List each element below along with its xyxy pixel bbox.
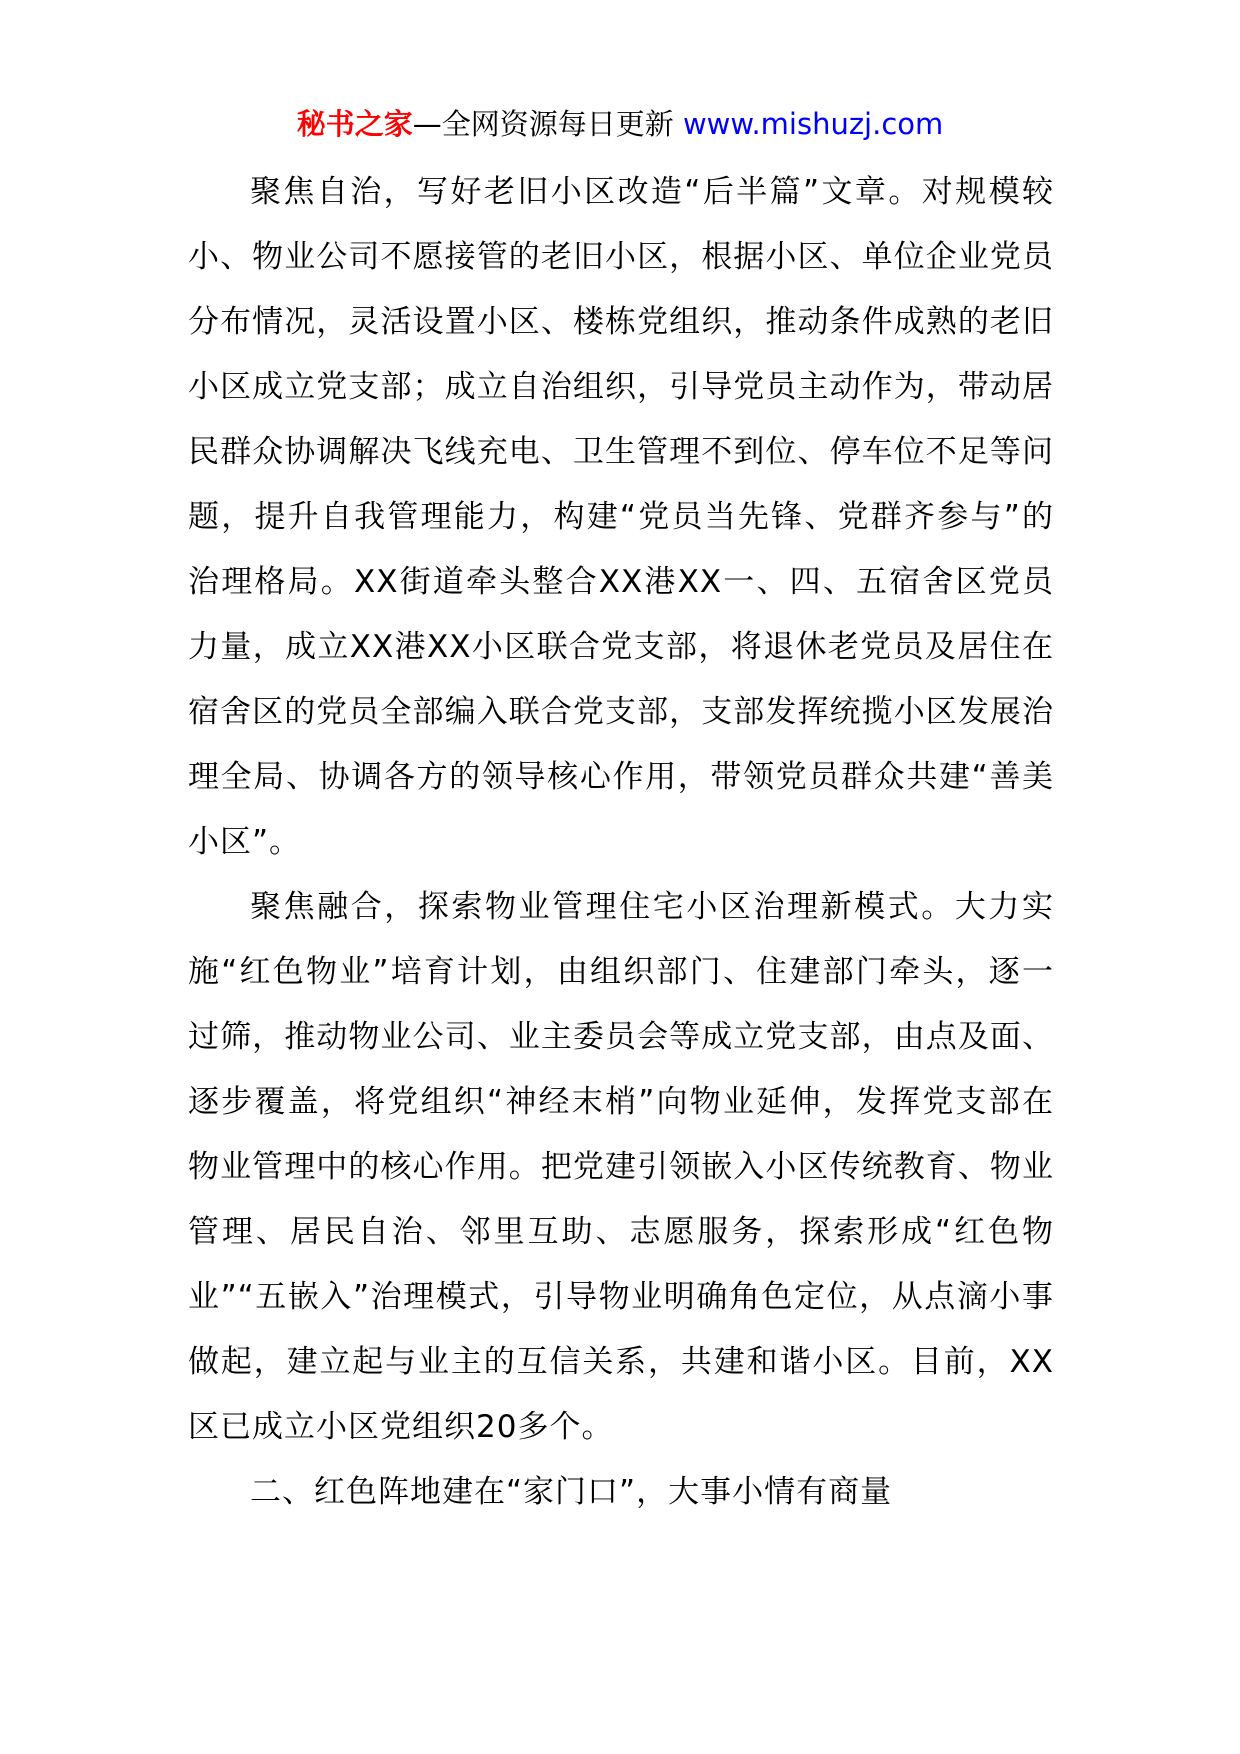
paragraph-autonomy: 聚焦自治，写好老旧小区改造“后半篇”文章。对规模较小、物业公司不愿接管的老旧小区，根据小区、单位企业党员分布情况，灵活设置小区、楼栋党组织，推动条件成熟的老旧小区成立党支部；成立自治组织，引导党员主动作为，带动居民群众协调解决飞线充电、卫生管理不到位、停车位不足等问题，提升自我管理能力，构建“党员当先锋、党群齐参与”的治理格局。XX街道牵头整合XX港XX一、四、五宿舍区党员力量，成立XX港XX小区联合党支部，将退休老党员及居住在宿舍区的党员全部编入联合党支部，支部发挥统揽小区发展治理全局、协调各方的领导核心作用，带领党员群众共建“善美小区”。 <box>188 174 1054 860</box>
page-header <box>0 102 1240 146</box>
site-url-link[interactable]: www.mishuzj.com <box>682 107 944 141</box>
document-body <box>188 160 1054 1525</box>
site-tagline: —全网资源每日更新 <box>412 107 674 141</box>
section-heading: 二、红色阵地建在“家门口”，大事小情有商量 <box>250 1474 893 1510</box>
paragraph-integration: 聚焦融合，探索物业管理住宅小区治理新模式。大力实施“红色物业”培育计划，由组织部门、住建部门牵头，逐一过筛，推动物业公司、业主委员会等成立党支部，由点及面、逐步覆盖，将党组织“神经末梢”向物业延伸，发挥党支部在物业管理中的核心作用。把党建引领嵌入小区传统教育、物业管理、居民自治、邻里互助、志愿服务，探索形成“红色物业”“五嵌入”治理模式，引导物业明确角色定位，从点滴小事做起，建立起与业主的互信关系，共建和谐小区。目前，XX区已成立小区党组织20多个。 <box>188 889 1054 1445</box>
site-brand: 秘书之家 <box>296 107 413 141</box>
